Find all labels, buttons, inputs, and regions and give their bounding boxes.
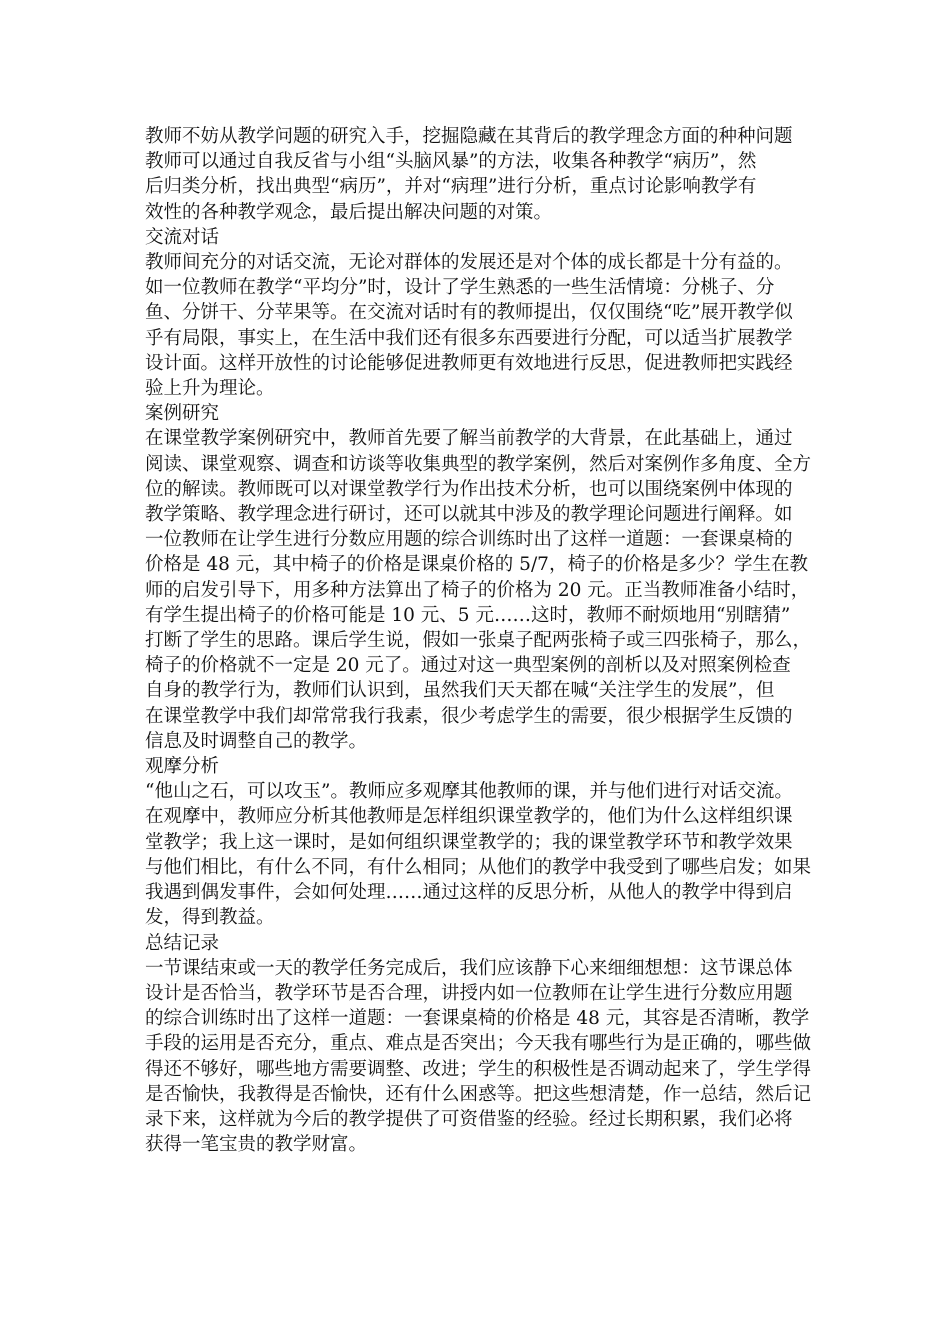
document-page	[145, 124, 813, 1157]
section-heading-summary: 总结记录	[145, 932, 220, 954]
section-body-dialogue: 教师间充分的对话交流，无论对群体的发展还是对个体的成长都是十分有益的。 如一位教师在教学“平均分”时，设计了学生熟悉的一些生活情境：分桃子、分 鱼、分饼干、分苹果等。在交流对话时有的教师提出，仅仅围绕“吃”展开教学似 乎有局限，事实上，在生活中我们还有很多东西要进行分配，可以适当扩展教学 设计面。这样开放性的讨论能够促进教师更有效地进行反思，促进教师把实践经 验上升为理论。	[145, 252, 793, 400]
intro-paragraph: 教师不妨从教学问题的研究入手，挖掘隐藏在其背后的教学理念方面的种种问题 教师可以通过自我反省与小组“头脑风暴”的方法，收集各种教学“病历”，然 后归类分析，找出典型“病历”，并对“病理”进行分析，重点讨论影响教学有 效性的各种教学观念，最后提出解决问题的对策。	[145, 126, 793, 223]
section-heading-case-study: 案例研究	[145, 403, 220, 425]
section-body-observation: “他山之石，可以攻玉”。教师应多观摩其他教师的课，并与他们进行对话交流。 在观摩中，教师应分析其他教师是怎样组织课堂教学的，他们为什么这样组织课 堂教学；我上这一课时，是如何组织课堂教学的；我的课堂教学环节和教学效果 与他们相比，有什么不同，有什么相同；从他们的教学中我受到了哪些启发；如果 我遇到偶发事件，会如何处理……通过这样的反思分析，从他人的教学中得到启 发，得到教益。	[145, 781, 812, 929]
section-body-summary: 一节课结束或一天的教学任务完成后，我们应该静下心来细细想想：这节课总体 设计是否恰当，教学环节是否合理，讲授内如一位教师在让学生进行分数应用题 的综合训练时出了这样一道题：一套课桌椅的价格是 48 元，其容是否清晰，教学 手段的运用是否充分，重点、难点是否突出；今天我有哪些行为是正确的，哪些做 得还不够好，哪些地方需要调整、改进；学生的积极性是否调动起来了，学生学得 是否愉快，我教得是否愉快，还有什么困惑等。把这些想清楚，作一总结，然后记 录下来，这样就为今后的教学提供了可资借鉴的经验。经过长期积累，我们必将 获得一笔宝贵的教学财富。	[145, 957, 812, 1156]
section-heading-observation: 观摩分析	[145, 756, 220, 778]
section-heading-dialogue: 交流对话	[145, 226, 220, 248]
section-body-case-study: 在课堂教学案例研究中，教师首先要了解当前教学的大背景，在此基础上，通过 阅读、课堂观察、调查和访谈等收集典型的教学案例，然后对案例作多角度、全方 位的解读。教师既可以对课堂教学行为作出技术分析，也可以围绕案例中体现的 教学策略、教学理念进行研讨，还可以就其中涉及的教学理论问题进行阐释。如 一位教师在让学生进行分数应用题的综合训练时出了这样一道题：一套课桌椅的 价格是 48 元，其中椅子的价格是课桌价格的 5/7，椅子的价格是多少？学生在教 师的启发引导下，用多种方法算出了椅子的价格为 20 元。正当教师准备小结时， 有学生提出椅子的价格可能是 10 元、5 元……这时，教师不耐烦地用“别瞎猜” 打断了学生的思路。课后学生说，假如一张桌子配两张椅子或三四张椅子，那么， 椅子的价格就不一定是 20 元了。通过对这一典型案例的剖析以及对照案例检查 自身的教学行为，教师们认识到，虽然我们天天都在喊“关注学生的发展”，但 在课堂教学中我们却常常我行我素，很少考虑学生的需要，很少根据学生反馈的 信息及时调整自己的教学。	[145, 428, 812, 752]
